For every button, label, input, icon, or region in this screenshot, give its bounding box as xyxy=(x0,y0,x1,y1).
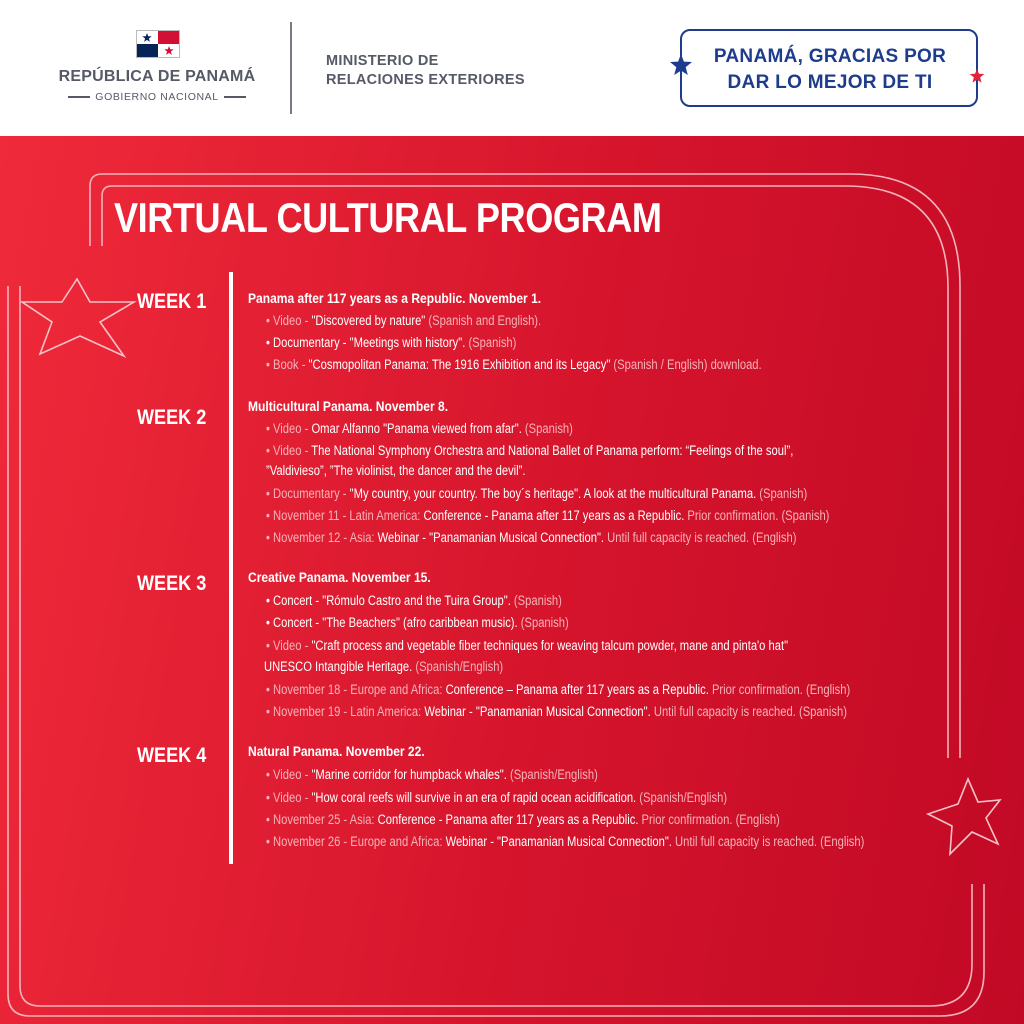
slogan-line-1: PANAMÁ, GRACIAS POR xyxy=(713,46,947,67)
list-item: • November 18 - Europe and Africa: Conference – Panama after 117 years as a Republic. Prior confirmation. (English) xyxy=(266,682,851,697)
list-item: • Video - The National Symphony Orchestra and National Ballet of Panama perform: “Feelings of the soul”, xyxy=(266,443,794,458)
list-item: • November 12 - Asia: Webinar - "Panamanian Musical Connection". Until full capacity is reached. (English) xyxy=(266,530,797,545)
star-outline-icon xyxy=(22,279,134,356)
week-1-title: Panama after 117 years as a Republic. November 1. xyxy=(248,290,542,306)
week-3-label: WEEK 3 xyxy=(137,572,207,595)
list-item: • Documentary - "My country, your country. The boy´s heritage". A look at the multicultural Panama. (Spanish) xyxy=(266,486,808,501)
week-2-label: WEEK 2 xyxy=(137,406,207,429)
header xyxy=(0,0,1024,136)
list-item: • Documentary - "Meetings with history". (Spanish) xyxy=(266,335,517,350)
list-item: • Concert - "Rómulo Castro and the Tuira Group". (Spanish) xyxy=(266,593,562,608)
list-item: • November 25 - Asia: Conference - Panama after 117 years as a Republic. Prior confirmation. (English) xyxy=(266,812,780,827)
list-item: • Video - "Craft process and vegetable fiber techniques for weaving talcum powder, mane and pinta'o hat" xyxy=(266,638,789,653)
list-item: • November 11 - Latin America: Conference - Panama after 117 years as a Republic. Prior confirmation. (Spanish) xyxy=(266,508,830,523)
week-3-title: Creative Panama. November 15. xyxy=(248,569,431,585)
list-item: UNESCO Intangible Heritage. (Spanish/English) xyxy=(264,659,504,674)
week-2-title: Multicultural Panama. November 8. xyxy=(248,398,449,414)
panama-flag-icon xyxy=(136,30,180,58)
government-title: REPÚBLICA DE PANAMÁ xyxy=(58,68,256,85)
week-4-title: Natural Panama. November 22. xyxy=(248,743,425,759)
list-item: • November 19 - Latin America: Webinar - "Panamanian Musical Connection". Until full capacity is reached. (Spanish) xyxy=(266,704,847,719)
week-1-label: WEEK 1 xyxy=(137,290,207,313)
government-subtitle-text: GOBIERNO NACIONAL xyxy=(95,91,219,103)
list-item: • Video - Omar Alfanno "Panama viewed from afar". (Spanish) xyxy=(266,421,573,436)
list-item: • Book - "Cosmopolitan Panama: The 1916 Exhibition and its Legacy" (Spanish / English) download. xyxy=(266,357,762,372)
list-item: • Concert - "The Beachers" (afro caribbean music). (Spanish) xyxy=(266,615,569,630)
list-item: • Video - "Marine corridor for humpback whales". (Spanish/English) xyxy=(266,767,598,782)
list-item: • Video - "How coral reefs will survive in an era of rapid ocean acidification. (Spanish/English) xyxy=(266,790,728,805)
list-item: ”Valdivieso”, ”The violinist, the dancer and the devil”. xyxy=(266,463,526,478)
slogan-line-2: DAR LO MEJOR DE TI xyxy=(727,72,933,93)
list-item: • Video - "Discovered by nature" (Spanish and English). xyxy=(266,313,542,328)
list-item: • November 26 - Europe and Africa: Webinar - "Panamanian Musical Connection". Until full capacity is reached. (English) xyxy=(266,834,865,849)
star-outline-icon xyxy=(928,779,1000,854)
header-separator xyxy=(290,22,292,114)
ministry-line-2: RELACIONES EXTERIORES xyxy=(326,72,525,88)
timeline-line xyxy=(229,272,233,864)
program-title: VIRTUAL CULTURAL PROGRAM xyxy=(114,194,662,241)
ministry-line-1: MINISTERIO DE xyxy=(326,53,439,69)
slogan xyxy=(690,44,970,96)
ministry-name xyxy=(326,52,525,90)
program-panel xyxy=(0,136,1024,1024)
divider xyxy=(68,96,90,98)
divider xyxy=(224,96,246,98)
government-subtitle xyxy=(48,91,266,103)
star-icon xyxy=(969,68,985,84)
week-4-label: WEEK 4 xyxy=(137,744,207,767)
